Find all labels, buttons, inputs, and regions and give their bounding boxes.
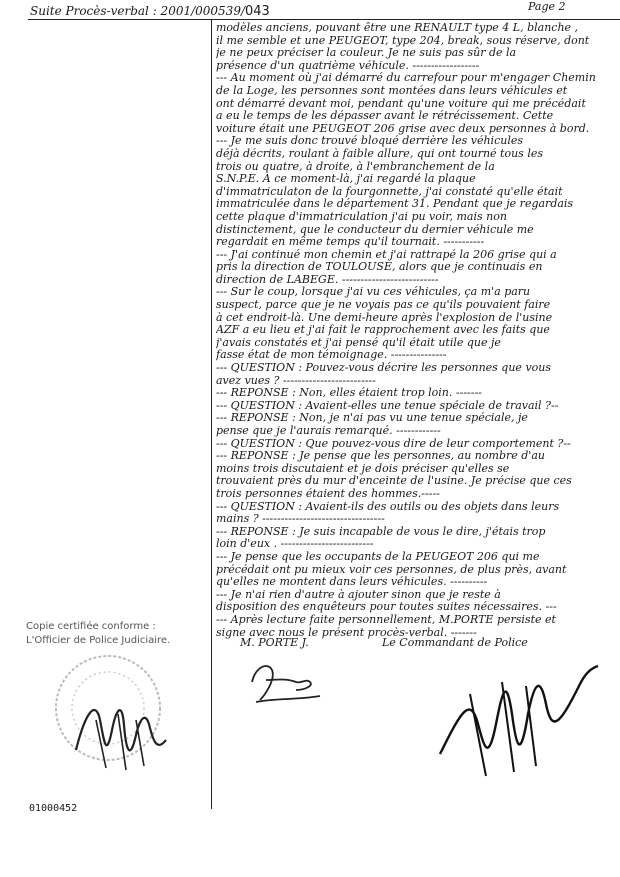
statement-line: --- QUESTION : Avaient-ils des outils ou des objets dans leurs <box>216 500 560 513</box>
statement-line: signe avec nous le présent procès-verbal. ------- <box>216 626 477 639</box>
top-rule <box>28 19 620 20</box>
statement-line: je ne peux préciser la couleur. Je ne suis pas sûr de la <box>216 47 517 60</box>
witness-name: M. PORTE J. <box>240 636 309 649</box>
statement-line: --- Sur le coup, lorsque j'ai vu ces véhicules, ça m'a paru <box>216 286 531 299</box>
statement-line: --- J'ai continué mon chemin et j'ai rattrapé la 206 grise qui a <box>216 248 557 261</box>
statement-line: avez vues ? ------------------------- <box>216 374 376 387</box>
statement-line: --- Je pense que les occupants de la PEUGEOT 206 qui me <box>216 550 540 563</box>
margin-rule <box>211 19 212 809</box>
statement-line: --- QUESTION : Avaient-elles une tenue spéciale de travail ?-- <box>216 399 559 412</box>
statement-line: déjà décrits, roulant à faible allure, qui ont tourné tous les <box>216 147 543 160</box>
officer-title: Le Commandant de Police <box>382 636 528 649</box>
statement-line: a eu le temps de les dépasser avant le rétrécissement. Cette <box>216 110 554 123</box>
statement-line: loin d'eux . ------------------------- <box>216 538 374 551</box>
certification-stamp <box>26 620 206 648</box>
statement-line: trouvaient près du mur d'enceinte de l'usine. Je précise que ces <box>216 475 572 488</box>
statement-line: mains ? --------------------------------- <box>216 513 385 526</box>
statement-line: fasse état de mon témoignage. --------------- <box>216 349 447 362</box>
stamp-line-1: Copie certifiée conforme : <box>26 621 156 632</box>
statement-body <box>216 22 614 639</box>
statement-line: --- REPONSE : Je suis incapable de vous le dire, j'étais trop <box>216 525 546 538</box>
statement-line: --- QUESTION : Que pouvez-vous dire de leur comportement ?-- <box>216 437 571 450</box>
statement-line: modèles anciens, pouvant être une RENAULT type 4 L, blanche , <box>216 22 579 34</box>
statement-line: AZF a eu lieu et j'ai fait le rapprochement avec les faits que <box>216 324 550 337</box>
statement-line: trois personnes étaient des hommes.----- <box>216 487 440 500</box>
statement-line: précédait ont pu mieux voir ces personnes, de plus près, avant <box>216 563 567 576</box>
handwritten-number: 043 <box>245 4 270 19</box>
statement-line: suspect, parce que je ne voyais pas ce qu'ils pouvaient faire <box>216 299 551 312</box>
statement-line: ont démarré devant moi, pendant qu'une voiture qui me précédait <box>216 97 586 110</box>
officer-signature-left <box>66 680 176 780</box>
stamp-line-2: L'Officier de Police Judiciaire. <box>26 635 171 646</box>
statement-line: --- QUESTION : Pouvez-vous décrire les personnes que vous <box>216 362 552 375</box>
statement-line: --- REPONSE : Je pense que les personnes, au nombre d'au <box>216 450 545 463</box>
statement-line: --- REPONSE : Non, elles étaient trop loin. ------- <box>216 387 482 400</box>
commander-signature <box>430 654 600 784</box>
statement-line: distinctement, que le conducteur du dernier véhicule me <box>216 223 534 236</box>
statement-line: j'avais constatés et j'ai pensé qu'il était utile que je <box>216 336 501 349</box>
header-text: Suite Procès-verbal : 2001/000539/ <box>30 4 245 18</box>
statement-line: qu'elles ne montent dans leurs véhicules. ---------- <box>216 576 488 589</box>
statement-line: --- REPONSE : Non, je n'ai pas vu une tenue spéciale, je <box>216 412 528 425</box>
statement-line: --- Après lecture faite personnellement, M.PORTE persiste et <box>216 613 556 626</box>
witness-signature <box>246 656 326 708</box>
statement-line: disposition des enquêteurs pour toutes suites nécessaires. --- <box>216 601 557 614</box>
statement-line: de la Loge, les personnes sont montées dans leurs véhicules et <box>216 84 568 97</box>
page-number: Page 2 <box>528 0 566 13</box>
statement-line: immatriculée dans le département 31. Pendant que je regardais <box>216 198 574 211</box>
statement-line: pris la direction de TOULOUSE, alors que je continuais en <box>216 261 543 274</box>
statement-line: voiture était une PEUGEOT 206 grise avec deux personnes à bord. <box>216 122 590 135</box>
statement-line: trois ou quatre, à droite, à l'embranchement de la <box>216 160 495 173</box>
statement-line: d'immatriculaton de la fourgonnette, j'ai constaté qu'elle était <box>216 185 563 198</box>
document-reference: 01000452 <box>29 803 78 814</box>
statement-line: présence d'un quatrième véhicule. ------------------ <box>216 59 480 72</box>
statement-line: --- Au moment où j'ai démarré du carrefour pour m'engager Chemin <box>216 72 596 85</box>
statement-line: pense que je l'aurais remarqué. ------------ <box>216 425 441 437</box>
statement-line: moins trois discutaient et je dois préciser qu'elles se <box>216 462 510 475</box>
statement-line: cette plaque d'immatriculation j'ai pu voir, mais non <box>216 210 507 223</box>
statement-line: --- Je me suis donc trouvé bloqué derrière les véhicules <box>216 135 523 148</box>
statement-line: il me semble et une PEUGEOT, type 204, break, sous réserve, dont <box>216 34 590 47</box>
header-left <box>30 4 270 19</box>
statement-line: --- Je n'ai rien d'autre à ajouter sinon que je reste à <box>216 588 501 601</box>
statement-line: à cet endroit-là. Une demi-heure après l'explosion de l'usine <box>216 311 553 324</box>
statement-line: regardait en même temps qu'il tournait. ----------- <box>216 236 485 249</box>
statement-line: S.N.P.E. A ce moment-là, j'ai regardé la plaque <box>216 173 476 186</box>
statement-line: direction de LABEGE. -------------------------- <box>216 273 439 286</box>
